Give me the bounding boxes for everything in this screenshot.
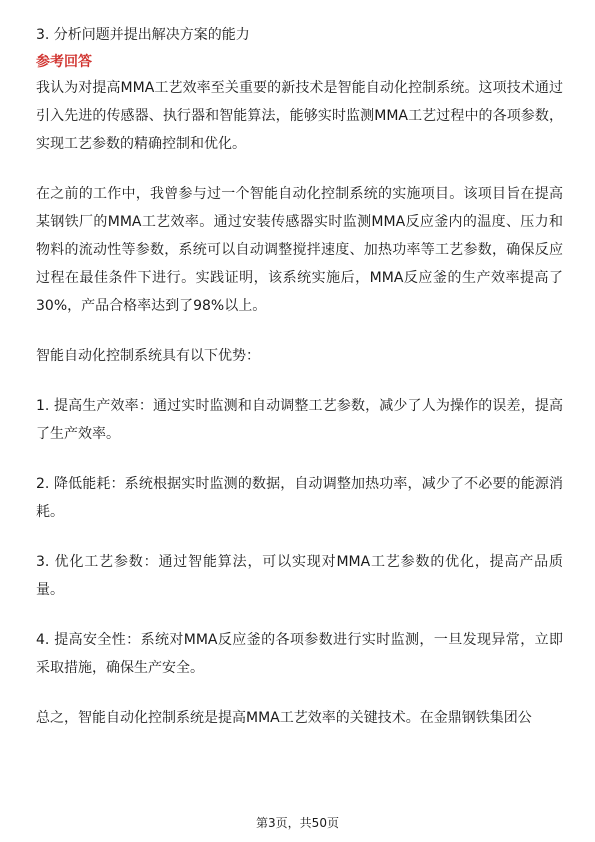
paragraph-spacer	[36, 604, 563, 626]
paragraph-spacer	[36, 158, 563, 180]
paragraph-spacer	[36, 526, 563, 548]
answer-paragraph-conclusion: 总之，智能自动化控制系统是提高MMA工艺效率的关键技术。在金鼎钢铁集团公	[36, 710, 532, 726]
advantages-heading: 智能自动化控制系统具有以下优势：	[36, 348, 260, 364]
advantage-item-energy: 2. 降低能耗：系统根据实时监测的数据，自动调整加热功率，减少了不必要的能源消耗。	[36, 476, 563, 520]
page-indicator: 第3页，共50页	[256, 816, 339, 830]
question-heading: 3. 分析问题并提出解决方案的能力	[36, 27, 250, 43]
answer-paragraph-experience: 在之前的工作中，我曾参与过一个智能自动化控制系统的实施项目。该项目旨在提高某钢铁厂的MMA工艺效率。通过安装传感器实时监测MMA反应釜内的温度、压力和物料的流动性等参数，系统可以自动调整搅拌速度、加热功率等工艺参数，确保反应过程在最佳条件下进行。实践证明，该系统实施后，MMA反应釜的生产效率提高了30%，产品合格率达到了98%以上。	[36, 186, 563, 314]
paragraph-spacer	[36, 370, 563, 392]
answer-label: 参考回答	[36, 54, 92, 70]
paragraph-spacer	[36, 682, 563, 704]
answer-paragraph-intro: 我认为对提高MMA工艺效率至关重要的新技术是智能自动化控制系统。这项技术通过引入先进的传感器、执行器和智能算法，能够实时监测MMA工艺过程中的各项参数，实现工艺参数的精确控制和优化。	[36, 80, 563, 152]
paragraph-spacer	[36, 320, 563, 342]
advantage-item-efficiency: 1. 提高生产效率：通过实时监测和自动调整工艺参数，减少了人为操作的误差，提高了生产效率。	[36, 398, 563, 442]
page-content	[36, 22, 563, 732]
paragraph-spacer	[36, 448, 563, 470]
advantage-item-optimization: 3. 优化工艺参数：通过智能算法，可以实现对MMA工艺参数的优化，提高产品质量。	[36, 554, 563, 598]
advantage-item-safety: 4. 提高安全性：系统对MMA反应釜的各项参数进行实时监测，一旦发现异常，立即采取措施，确保生产安全。	[36, 632, 563, 676]
